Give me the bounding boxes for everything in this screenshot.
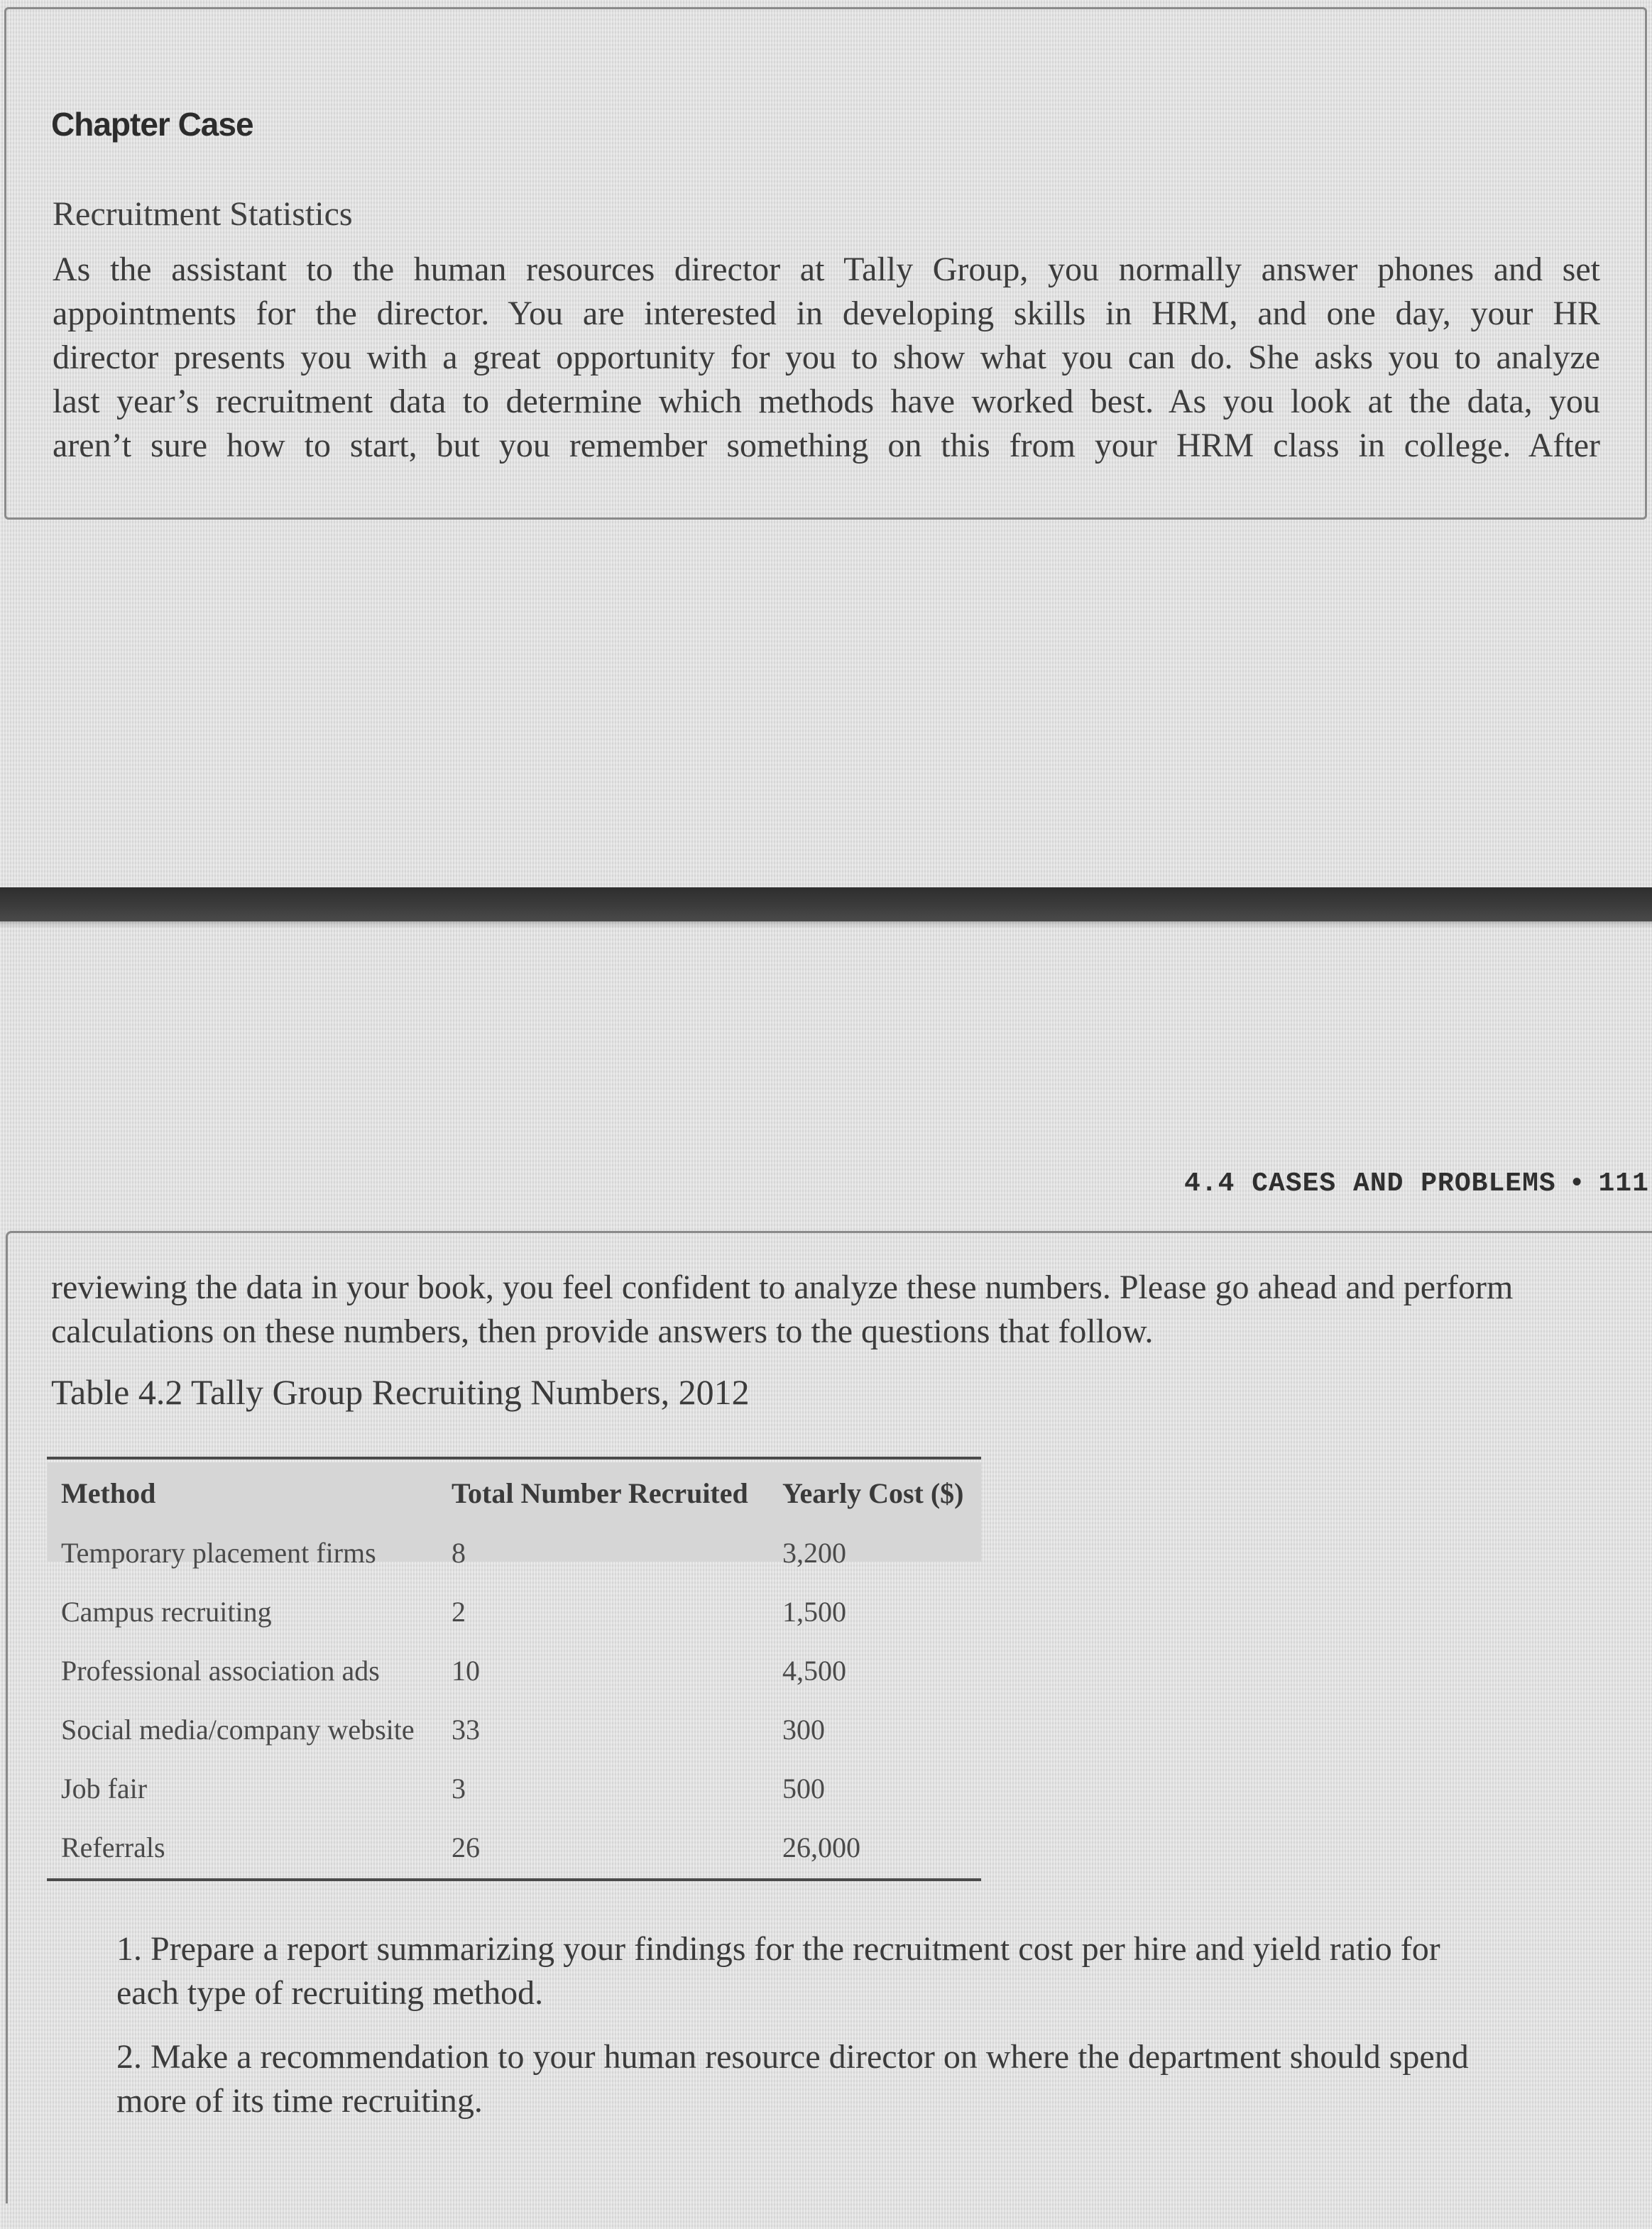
- table-row: [47, 1713, 981, 1773]
- table-caption: Table 4.2 Tally Group Recruiting Numbers, 2012: [51, 1372, 750, 1412]
- cell-method: Referrals: [61, 1831, 165, 1863]
- table-top-rule: [47, 1457, 981, 1459]
- running-head-section: 4.4 CASES AND PROBLEMS: [1184, 1168, 1556, 1199]
- cell-cost: 4,500: [782, 1655, 846, 1687]
- cell-recruited: 8: [452, 1537, 466, 1569]
- case-text-line: aren’t sure how to start, but you remember something on this from your HRM class in college. After: [53, 427, 1600, 464]
- cell-recruited: 2: [452, 1596, 466, 1628]
- page-divider-band: [0, 887, 1652, 921]
- table-row: [47, 1831, 981, 1890]
- cell-cost: 3,200: [782, 1537, 846, 1569]
- chapter-case-heading: Chapter Case: [51, 106, 253, 143]
- running-head-separator: •: [1568, 1168, 1586, 1199]
- column-header-recruited: Total Number Recruited: [452, 1477, 748, 1509]
- case-text-line: appointments for the director. You are interested in developing skills in HRM, and one day, your HR: [53, 295, 1600, 332]
- cell-method: Professional association ads: [61, 1655, 380, 1687]
- cell-recruited: 3: [452, 1773, 466, 1804]
- page-number: 111: [1598, 1168, 1649, 1199]
- question-1-line: each type of recruiting method.: [116, 1974, 544, 2012]
- table-row: [47, 1536, 981, 1596]
- question-2-line: 2. Make a recommendation to your human resource director on where the department should spend: [116, 2038, 1469, 2076]
- cell-recruited: 26: [452, 1831, 480, 1863]
- column-header-method: Method: [61, 1477, 156, 1509]
- recruiting-table: [47, 1457, 981, 1883]
- cell-recruited: 33: [452, 1714, 480, 1746]
- page-divider-shadow: [0, 921, 1652, 929]
- case-text-line: As the assistant to the human resources director at Tally Group, you normally answer phones and set: [53, 251, 1600, 288]
- table-bottom-rule: [47, 1878, 981, 1881]
- case-text-line: director presents you with a great opportunity for you to show what you can do. She asks you to analyze: [53, 339, 1600, 376]
- cell-recruited: 10: [452, 1655, 480, 1687]
- continuation-text-line: reviewing the data in your book, you feel confident to analyze these numbers. Please go ahead and perform: [51, 1269, 1514, 1306]
- table-row: [47, 1595, 981, 1655]
- column-header-cost: Yearly Cost ($): [782, 1477, 964, 1509]
- table-row: [47, 1654, 981, 1714]
- question-2-line: more of its time recruiting.: [116, 2082, 483, 2120]
- table-row: [47, 1772, 981, 1831]
- cell-cost: 26,000: [782, 1831, 860, 1863]
- cell-method: Temporary placement firms: [61, 1537, 376, 1569]
- cell-method: Social media/company website: [61, 1714, 415, 1746]
- question-1-line: 1. Prepare a report summarizing your findings for the recruitment cost per hire and yield ratio for: [116, 1930, 1440, 1968]
- cell-method: Job fair: [61, 1773, 148, 1804]
- continuation-text-line: calculations on these numbers, then provide answers to the questions that follow.: [51, 1313, 1154, 1350]
- cell-method: Campus recruiting: [61, 1596, 272, 1628]
- cell-cost: 1,500: [782, 1596, 846, 1628]
- case-title: Recruitment Statistics: [53, 195, 353, 233]
- running-head: [1184, 1168, 1649, 1199]
- cell-cost: 300: [782, 1714, 825, 1746]
- case-text-line: last year’s recruitment data to determine which methods have worked best. As you look at the data, you: [53, 383, 1600, 420]
- cell-cost: 500: [782, 1773, 825, 1804]
